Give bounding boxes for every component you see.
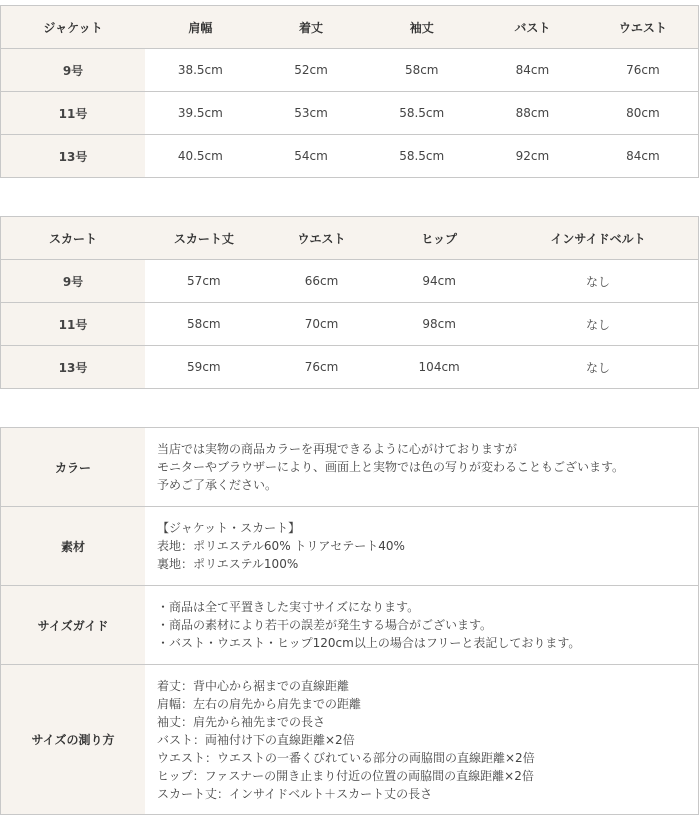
- size-label: 13号: [1, 346, 146, 389]
- table-cell: 58.5cm: [366, 92, 477, 135]
- table-cell: 98cm: [380, 303, 498, 346]
- size-label: 13号: [1, 135, 146, 178]
- table-cell: 88cm: [477, 92, 588, 135]
- info-line: ・商品は全て平置きした実寸サイズになります。: [157, 600, 420, 614]
- table-cell: 57cm: [145, 260, 263, 303]
- info-row-size-guide: [1, 586, 699, 665]
- info-line: 袖丈：肩先から袖先までの長さ: [157, 714, 326, 729]
- table-cell: 58.5cm: [366, 135, 477, 178]
- table-cell: 54cm: [256, 135, 367, 178]
- table-row: [1, 303, 699, 346]
- table-row: [1, 260, 699, 303]
- skirt-header-cell: スカート丈: [145, 217, 263, 260]
- table-cell: 59cm: [145, 346, 263, 389]
- info-line: モニターやブラウザーにより、画面上と実物では色の写りが変わることもございます。: [157, 460, 625, 474]
- info-line: 着丈：背中心から裾までの直線距離: [157, 678, 350, 693]
- info-row-measurement: [1, 665, 699, 815]
- skirt-header-row: [1, 217, 699, 260]
- table-cell: 84cm: [477, 49, 588, 92]
- table-cell: 104cm: [380, 346, 498, 389]
- info-line: バスト：両袖付け下の直線距離×2倍: [157, 732, 355, 747]
- info-line: ウエスト：ウエストの一番くびれている部分の両脇間の直線距離×2倍: [157, 750, 535, 765]
- table-cell: 58cm: [145, 303, 263, 346]
- info-content: [145, 665, 699, 815]
- table-cell: 53cm: [256, 92, 367, 135]
- table-row: [1, 92, 699, 135]
- size-label: 9号: [1, 260, 146, 303]
- table-cell: なし: [498, 346, 699, 389]
- table-cell: 52cm: [256, 49, 367, 92]
- info-row-color: [1, 428, 699, 507]
- info-line: ・商品の素材により若干の誤差が発生する場合がございます。: [157, 618, 493, 632]
- table-cell: 76cm: [263, 346, 381, 389]
- table-cell: 80cm: [588, 92, 699, 135]
- jacket-header-cell: ジャケット: [1, 6, 146, 49]
- table-cell: 76cm: [588, 49, 699, 92]
- table-cell: 58cm: [366, 49, 477, 92]
- table-cell: 39.5cm: [145, 92, 256, 135]
- product-info-table: [0, 427, 699, 815]
- table-cell: 66cm: [263, 260, 381, 303]
- size-label: 11号: [1, 92, 146, 135]
- table-cell: なし: [498, 260, 699, 303]
- table-row: [1, 135, 699, 178]
- skirt-header-cell: ウエスト: [263, 217, 381, 260]
- info-label: サイズの測り方: [1, 665, 146, 815]
- info-content: [145, 428, 699, 507]
- jacket-header-cell: 肩幅: [145, 6, 256, 49]
- skirt-header-cell: スカート: [1, 217, 146, 260]
- jacket-header-cell: バスト: [477, 6, 588, 49]
- info-line: 当店では実物の商品カラーを再現できるように心がけておりますが: [157, 442, 518, 456]
- skirt-size-table: [0, 216, 699, 389]
- info-line: ・バスト・ウエスト・ヒップ120cm以上の場合はフリーと表記しております。: [157, 636, 581, 650]
- table-row: [1, 346, 699, 389]
- size-label: 9号: [1, 49, 146, 92]
- skirt-header-cell: インサイドベルト: [498, 217, 699, 260]
- info-content: [145, 586, 699, 665]
- table-cell: 92cm: [477, 135, 588, 178]
- jacket-header-row: [1, 6, 699, 49]
- table-cell: 38.5cm: [145, 49, 256, 92]
- jacket-size-table: [0, 5, 699, 178]
- info-line: 肩幅：左右の肩先から肩先までの距離: [157, 696, 362, 711]
- table-cell: 94cm: [380, 260, 498, 303]
- size-label: 11号: [1, 303, 146, 346]
- info-row-material: [1, 507, 699, 586]
- info-label: サイズガイド: [1, 586, 146, 665]
- info-content: [145, 507, 699, 586]
- table-cell: なし: [498, 303, 699, 346]
- info-line: 【ジャケット・スカート】: [157, 521, 301, 535]
- table-row: [1, 49, 699, 92]
- info-line: ヒップ：ファスナーの開き止まり付近の位置の両脇間の直線距離×2倍: [157, 768, 534, 783]
- skirt-header-cell: ヒップ: [380, 217, 498, 260]
- table-cell: 84cm: [588, 135, 699, 178]
- jacket-header-cell: 着丈: [256, 6, 367, 49]
- jacket-header-cell: 袖丈: [366, 6, 477, 49]
- info-line: 裏地：ポリエステル100%: [157, 557, 299, 571]
- info-label: カラー: [1, 428, 146, 507]
- jacket-header-cell: ウエスト: [588, 6, 699, 49]
- table-cell: 40.5cm: [145, 135, 256, 178]
- info-line: 表地：ポリエステル60% トリアセテート40%: [157, 539, 405, 553]
- info-line: スカート丈：インサイドベルト＋スカート丈の長さ: [157, 786, 433, 801]
- info-label: 素材: [1, 507, 146, 586]
- table-cell: 70cm: [263, 303, 381, 346]
- info-line: 予めご了承ください。: [157, 478, 278, 492]
